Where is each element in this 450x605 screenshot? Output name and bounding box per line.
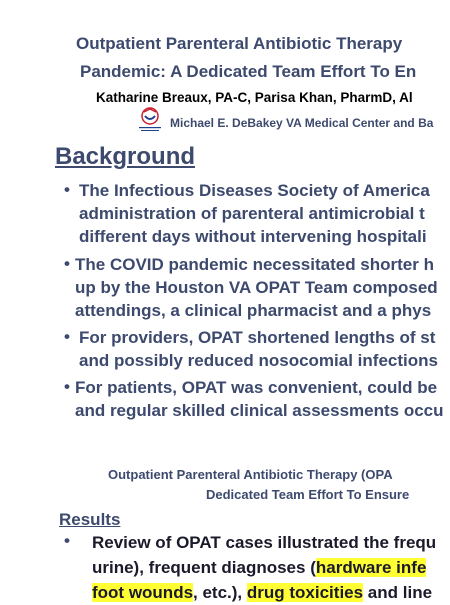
background-bullet-3-line1: For providers, OPAT shortened lengths of st — [79, 328, 436, 347]
background-bullet-2-line2: up by the Houston VA OPAT Team composed — [75, 278, 438, 297]
results-bullet-line3: foot wounds, etc.), drug toxicities and line — [92, 583, 433, 602]
highlight-foot-wounds: foot wounds — [92, 583, 194, 602]
poster-title-line1: Outpatient Parenteral Antibiotic Therapy — [76, 34, 403, 53]
background-bullet-3-line2: and possibly reduced nosocomial infections — [79, 351, 438, 370]
background-bullet-2-line3: attendings, a clinical pharmacist and a phys — [75, 301, 432, 320]
bullet-dot: • — [64, 327, 70, 346]
background-bullet-2-line1: The COVID pandemic necessitated shorter h — [75, 255, 434, 274]
bullet-dot: • — [64, 180, 70, 199]
background-bullet-1-line3: different days without intervening hospitali — [79, 227, 427, 246]
highlight-hardware: hardware infe — [315, 558, 427, 577]
poster-affiliation: Michael E. DeBakey VA Medical Center and Ba — [170, 116, 434, 130]
highlight-drug-toxicities: drug toxicities — [246, 583, 364, 602]
bullet-dot: • — [64, 531, 70, 550]
background-heading: Background — [55, 143, 196, 170]
results-heading: Results — [59, 510, 121, 529]
results-bullet-line1: Review of OPAT cases illustrated the frequ — [92, 533, 437, 552]
results-slide-title-line1: Outpatient Parenteral Antibiotic Therapy (OPA — [108, 467, 393, 482]
bullet-dot: • — [64, 377, 70, 396]
poster-title-line2: Pandemic: A Dedicated Team Effort To En — [80, 62, 417, 81]
results-slide-title-line2: Dedicated Team Effort To Ensure — [206, 487, 410, 502]
background-bullet-4-line1: For patients, OPAT was convenient, could be — [75, 378, 438, 397]
background-bullet-4-line2: and regular skilled clinical assessments occu — [75, 401, 444, 420]
va-logo-icon — [136, 106, 164, 134]
poster-authors: Katharine Breaux, PA-C, Parisa Khan, PharmD, Al — [96, 90, 413, 105]
bullet-dot: • — [64, 254, 70, 273]
background-bullet-1-line1: The Infectious Diseases Society of America — [79, 181, 430, 200]
results-bullet-line2: urine), frequent diagnoses (hardware infe — [92, 558, 427, 577]
background-bullet-1-line2: administration of parenteral antimicrobial t — [79, 204, 425, 223]
